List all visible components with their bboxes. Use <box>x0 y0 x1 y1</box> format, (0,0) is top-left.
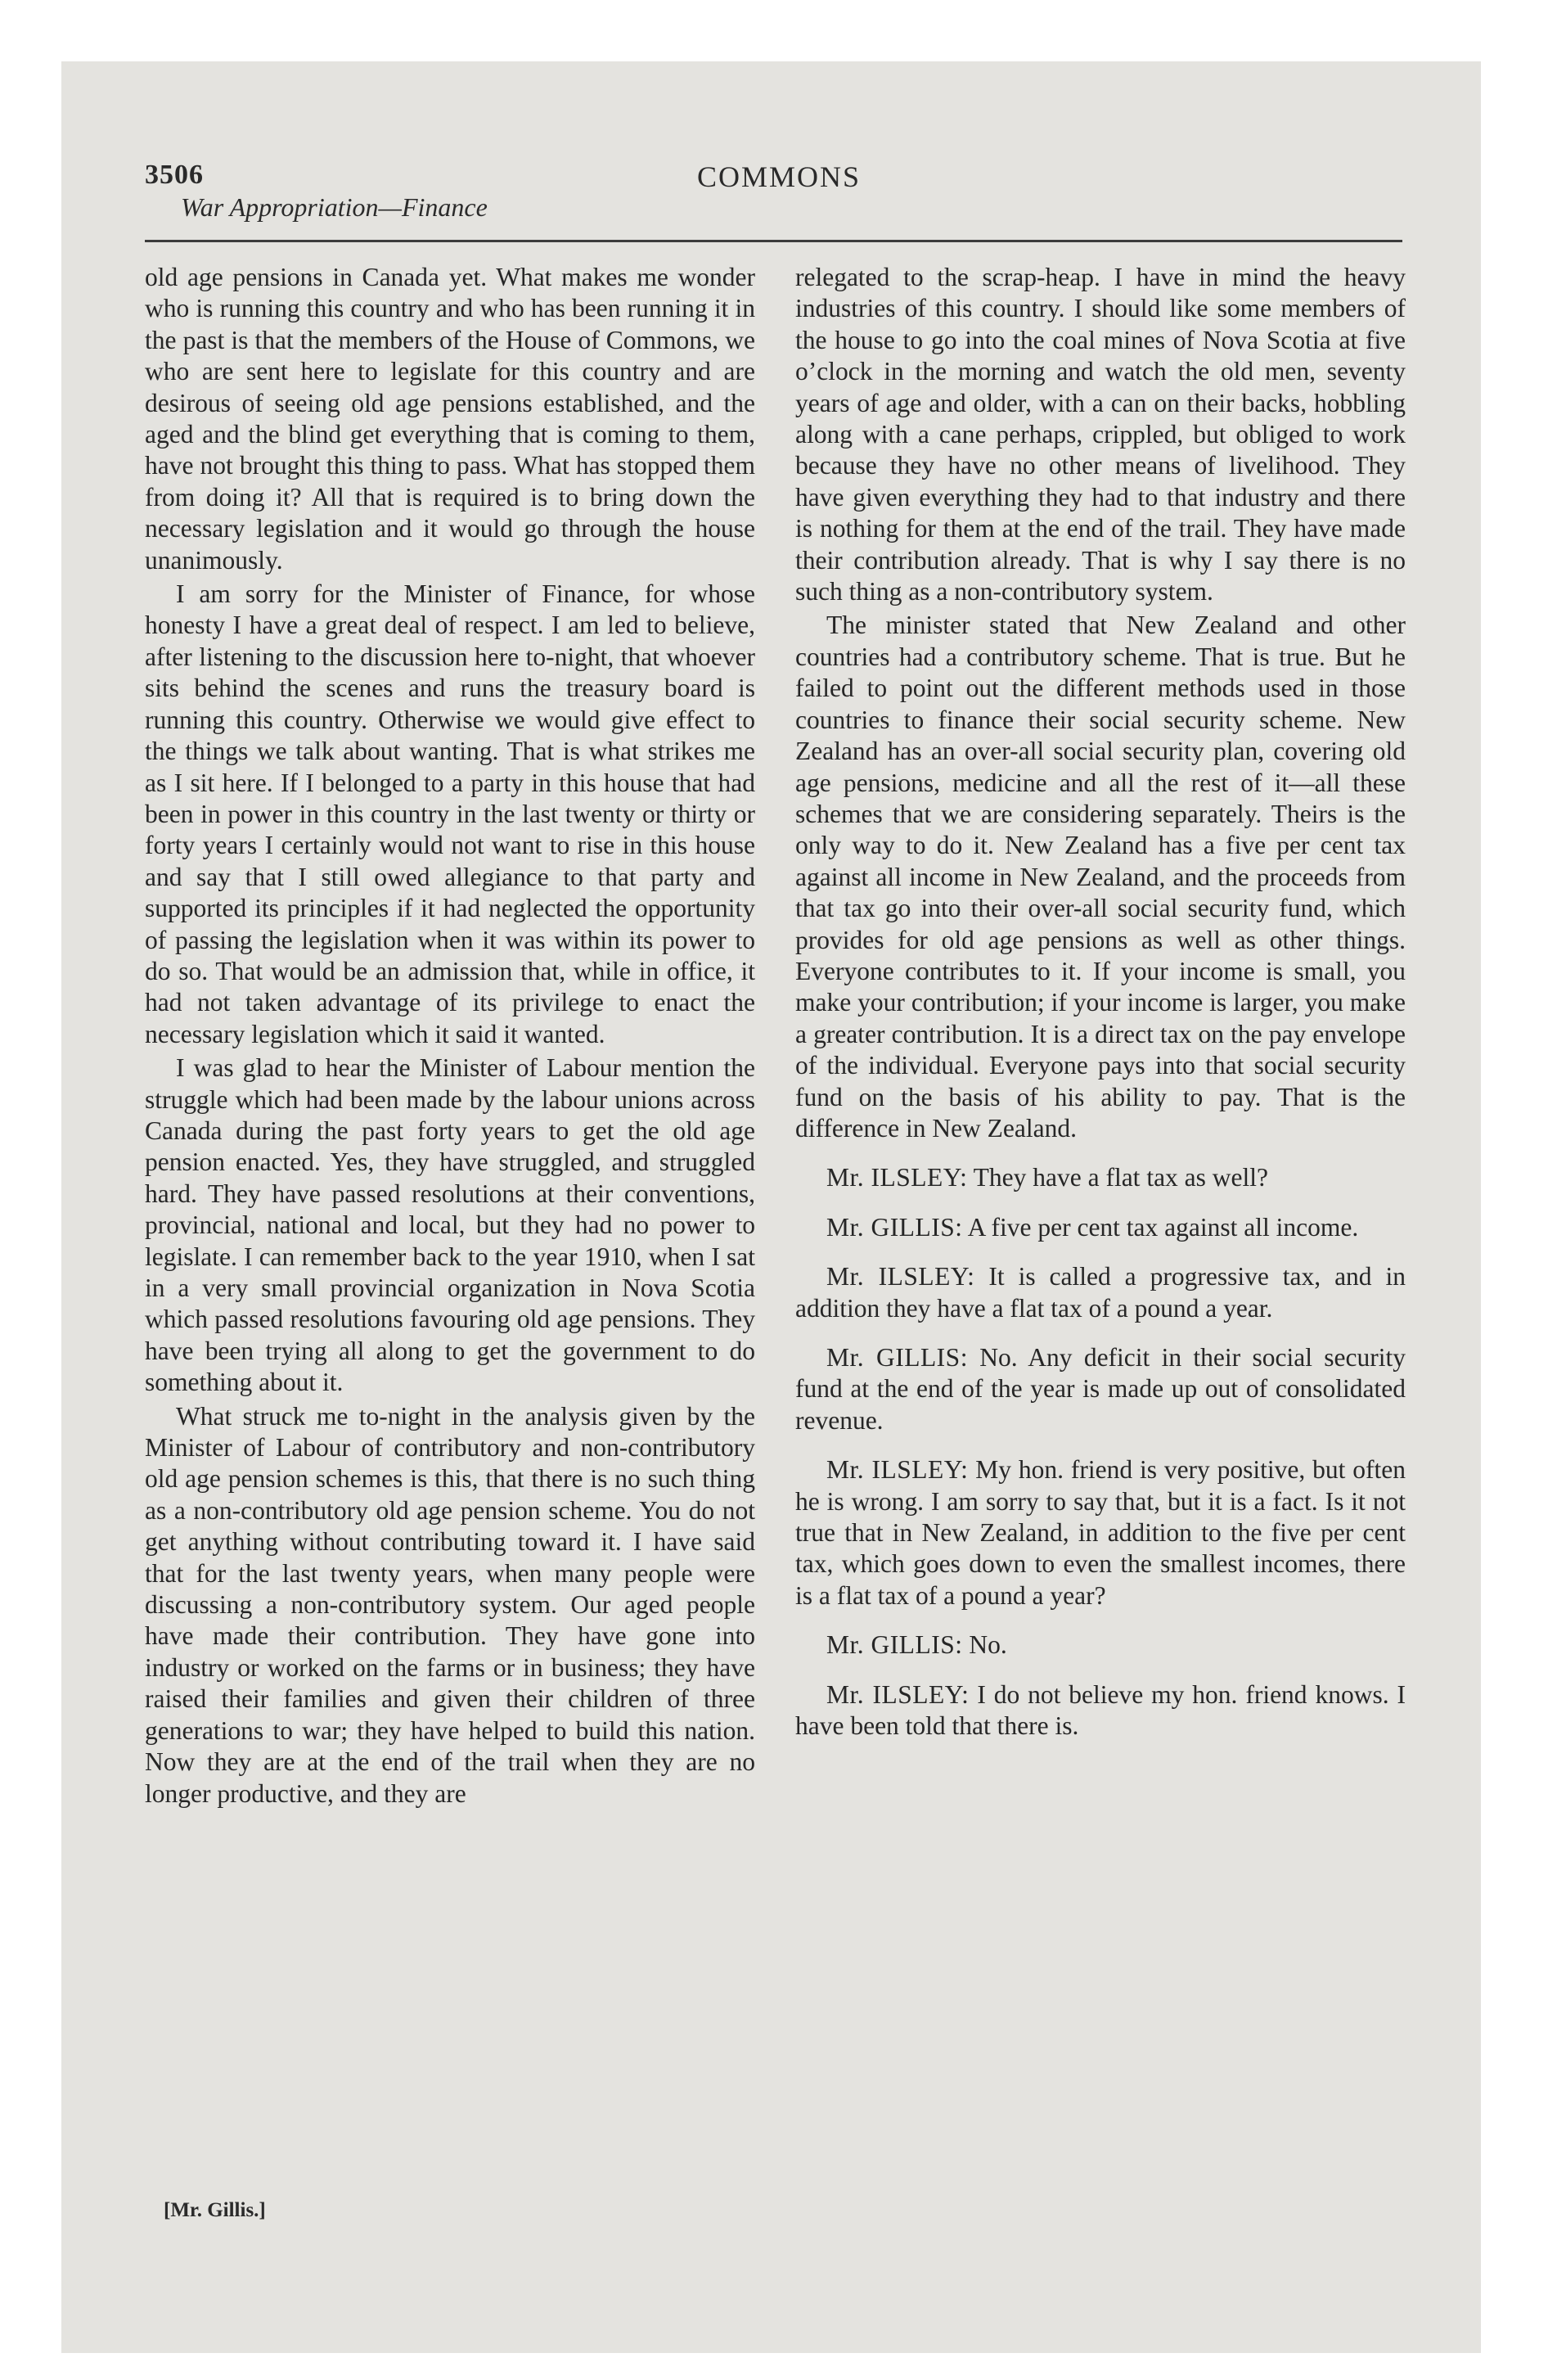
speech-exchange <box>795 1629 1406 1661</box>
right-column <box>795 262 1406 1742</box>
speech-text: No. Any deficit in their social security fund at the end of the year is made up out of consolidated revenue. <box>795 1343 1406 1435</box>
speaker-footnote: [Mr. Gillis.] <box>164 2199 266 2221</box>
speech-text: They have a flat tax as well? <box>973 1163 1268 1192</box>
speech-text: I do not believe my hon. friend knows. I have been told that there is. <box>795 1679 1406 1741</box>
speech-text: It is called a progressive tax, and in addition they have a flat tax of a pound a year. <box>795 1262 1406 1323</box>
speech-exchange <box>795 1162 1406 1193</box>
running-subtitle: War Appropriation—Finance <box>181 192 488 222</box>
speaker-name: Mr. ILSLEY: <box>826 1163 968 1192</box>
paragraph: The minister stated that New Zealand and other countries had a contributory scheme. That is true. But he failed to point out the different methods used in those countries to finance their social security scheme. New Zealand has an over-all social security plan, covering old age pensions, medicine and all the rest of it—all these schemes that we are considering separately. Theirs is the only way to do it. New Zealand has a five per cent tax against all income in New Zealand, and the proceeds from that tax go into their over-all social security fund, which provides for old age pensions as well as other things. Everyone contributes to it. If your income is small, you make your contribution; if your income is larger, you make a greater contribution. It is a direct tax on the pay envelope of the individual. Everyone pays into that social security fund on the basis of his ability to pay. That is the difference in New Zealand. <box>795 611 1406 1143</box>
speaker-name: Mr. ILSLEY: <box>826 1455 969 1485</box>
paragraph: old age pensions in Canada yet. What makes me wonder who is running this country and who has been running it in the past is that the members of the House of Commons, we who are sent here to legislate for this country and are desirous of seeing old age pensions established, and the aged and the blind get everything that is coming to them, have not brought this thing to pass. What has stopped them from doing it? All that is required is to bring down the necessary legislation and it would go through the house unanimously. <box>145 263 755 575</box>
speaker-name: Mr. GILLIS: <box>826 1212 963 1242</box>
speaker-name: Mr. GILLIS: <box>826 1630 963 1660</box>
speaker-name: Mr. ILSLEY: <box>826 1262 975 1291</box>
page-number: 3506 <box>145 160 204 190</box>
speech-exchange <box>795 1212 1406 1243</box>
speaker-name: Mr. ILSLEY: <box>826 1679 970 1709</box>
speech-text: My hon. friend is very positive, but often he is wrong. I am sorry to say that, but it is a fact. Is it not true that in New Zealand, in addition to the five per cent tax, which goes down to even the smallest incomes, there is a flat tax of a pound a year? <box>795 1455 1406 1610</box>
speech-exchange <box>795 1261 1406 1324</box>
speech-exchange <box>795 1454 1406 1611</box>
left-column <box>145 262 755 1810</box>
paragraph: What struck me to-night in the analysis given by the Minister of Labour of contributory and non-contributory old age pension schemes is this, that there is no such thing as a non-contributory old age pension scheme. You do not get anything without contributing toward it. I have said that for the last twenty years, when many people were discussing a non-contributory system. Our aged people have made their contribution. They have gone into industry or worked on the farms or in business; they have raised their families and given their children of three generations to war; they have helped to build this nation. Now they are at the end of the trail when they are no longer productive, and they are <box>145 1401 755 1808</box>
speech-text: No. <box>969 1630 1007 1660</box>
page-header <box>145 160 1402 233</box>
section-title: COMMONS <box>697 160 862 193</box>
speech-exchange <box>795 1342 1406 1436</box>
speech-text: A five per cent tax against all income. <box>967 1212 1359 1242</box>
header-rule <box>145 240 1402 242</box>
speaker-name: Mr. GILLIS: <box>826 1343 968 1372</box>
speech-exchange <box>795 1679 1406 1742</box>
paragraph: I am sorry for the Minister of Finance, for whose honesty I have a great deal of respect. I am led to believe, after listening to the discussion here to-night, that whoever sits behind the scenes and runs the treasury board is running this country. Otherwise we would give effect to the things we talk about wanting. That is what strikes me as I sit here. If I belonged to a party in this house that had been in power in this country in the last twenty or thirty or forty years I certainly would not want to rise in this house and say that I still owed allegiance to that party and supported its principles if it had neglected the opportunity of passing the legislation when it was within its power to do so. That would be an admission that, while in office, it had not taken advantage of its privilege to enact the necessary legislation which it said it wanted. <box>145 579 755 1048</box>
paragraph: relegated to the scrap-heap. I have in mind the heavy industries of this country. I should like some members of the house to go into the coal mines of Nova Scotia at five o’clock in the morning and watch the old men, seventy years of age and older, with a can on their backs, hobbling along with a cane perhaps, crippled, but obliged to work because they have no other means of livelihood. They have given everything they had to that industry and there is nothing for them at the end of the trail. They have made their contribution already. That is why I say there is no such thing as a non-contributory system. <box>795 263 1406 606</box>
paragraph: I was glad to hear the Minister of Labour mention the struggle which had been made by the labour unions across Canada during the past forty years to get the old age pension enacted. Yes, they have struggled, and struggled hard. They have passed resolutions at their conventions, provincial, national and local, but they had no power to legislate. I can remember back to the year 1910, when I sat in a very small provincial organization in Nova Scotia which passed resolutions favouring old age pensions. They have been trying all along to get the government to do something about it. <box>145 1053 755 1397</box>
